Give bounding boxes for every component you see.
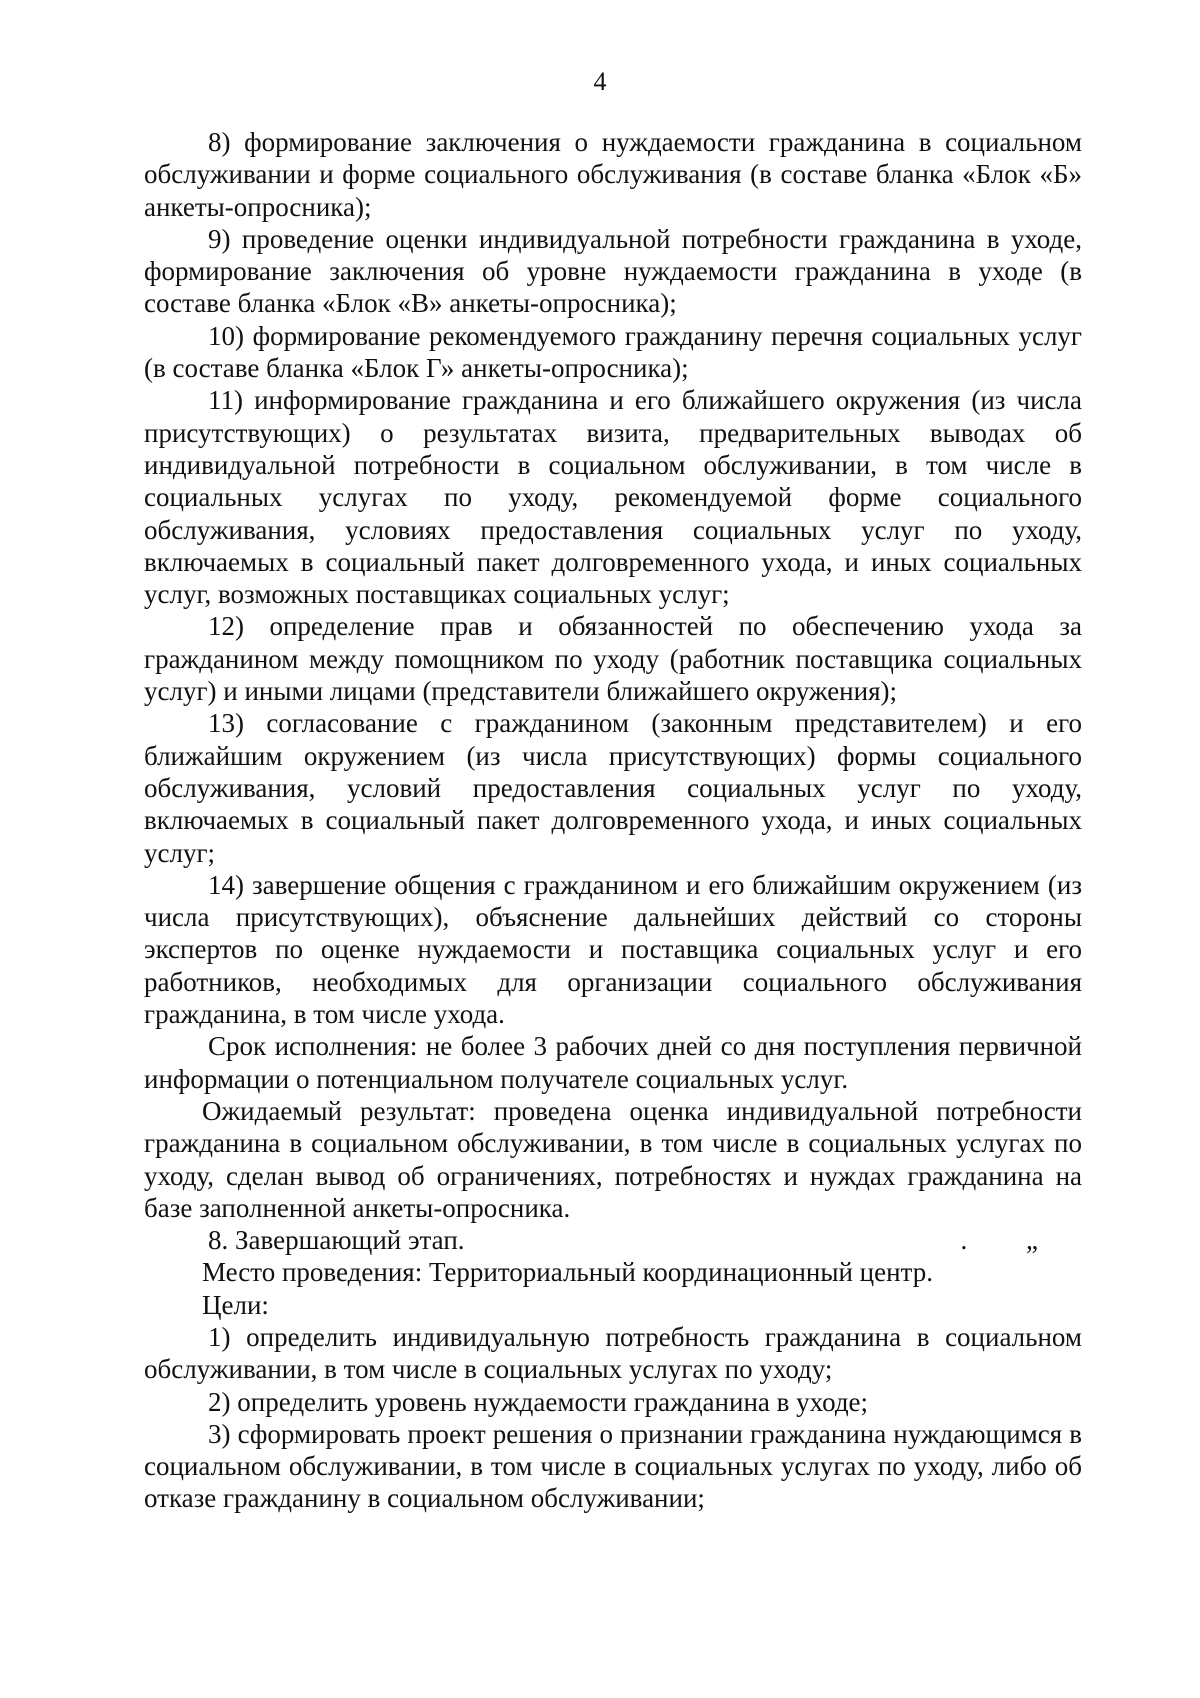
stray-marks: . „	[960, 1225, 1064, 1256]
deadline-paragraph: Срок исполнения: не более 3 рабочих дней со дня поступления первичной информации о потенциальном получателе социальных услуг.	[144, 1031, 1082, 1094]
list-item-10: 10) формирование рекомендуемого гражданину перечня социальных услуг (в составе бланка «Блок Г» анкеты-опросника);	[144, 320, 1082, 384]
expected-result-paragraph: Ожидаемый результат: проведена оценка индивидуальной потребности гражданина в социальном обслуживании, в том числе в социальных услугах по уходу, сделан вывод об ограничениях, потребностях и нуждах гражданина на базе заполненной анкеты-опросника.	[144, 1095, 1082, 1223]
list-item-13: 13) согласование с гражданином (законным представителем) и его ближайшим окружением (из числа присутствующих) формы социального обслуживания, условий предоставления социальных услуг по уходу, включаемых в социальный пакет долговременного ухода, и иных социальных услуг;	[144, 708, 1082, 868]
document-body	[144, 126, 1082, 1515]
list-item-14: 14) завершение общения с гражданином и его ближайшим окружением (из числа присутствующих), объяснение дальнейших действий со стороны экспертов по оценке нуждаемости и поставщика социальных услуг и его работников, необходимых для организации социального обслуживания гражданина, в том числе ухода.	[144, 869, 1082, 1030]
goal-item-3: 3) сформировать проект решения о признании гражданина нуждающимся в социальном обслуживании, в том числе в социальных услугах по уходу, либо об отказе гражданину в социальном обслуживании;	[144, 1418, 1082, 1514]
goal-item-2: 2) определить уровень нуждаемости гражданина в уходе;	[208, 1386, 869, 1417]
page-number: 4	[593, 67, 607, 96]
list-item-11: 11) информирование гражданина и его ближайшего окружения (из числа присутствующих) о результатах визита, предварительных выводах об индивидуальной потребности в социальном обслуживании, в том числе в социальных услугах по уходу, рекомендуемой форме социального обслуживания, условиях предоставления социальных услуг по уходу, включаемых в социальный пакет долговременного ухода, и иных социальных услуг, возможных поставщиках социальных услуг;	[144, 385, 1082, 610]
list-item-8: 8) формирование заключения о нуждаемости гражданина в социальном обслуживании и форме социального обслуживания (в составе бланка «Блок «Б» анкеты-опросника);	[144, 127, 1082, 222]
list-item-12: 12) определение прав и обязанностей по обеспечению ухода за гражданином между помощником по уходу (работник поставщика социальных услуг) и иными лицами (представители ближайшего окружения);	[144, 611, 1082, 707]
section-heading-text: 8. Завершающий этап.	[208, 1225, 465, 1256]
goals-label: Цели:	[202, 1289, 269, 1320]
list-item-9: 9) проведение оценки индивидуальной потребности гражданина в уходе, формирование заключения об уровне нуждаемости гражданина в уходе (в составе бланка «Блок «В» анкеты-опросника);	[144, 223, 1082, 319]
goal-item-1: 1) определить индивидуальную потребность гражданина в социальном обслуживании, в том числе в социальных услугах по уходу;	[144, 1321, 1082, 1385]
section-heading-final-stage	[144, 1224, 1082, 1256]
venue-paragraph: Место проведения: Территориальный координационный центр.	[202, 1257, 933, 1288]
